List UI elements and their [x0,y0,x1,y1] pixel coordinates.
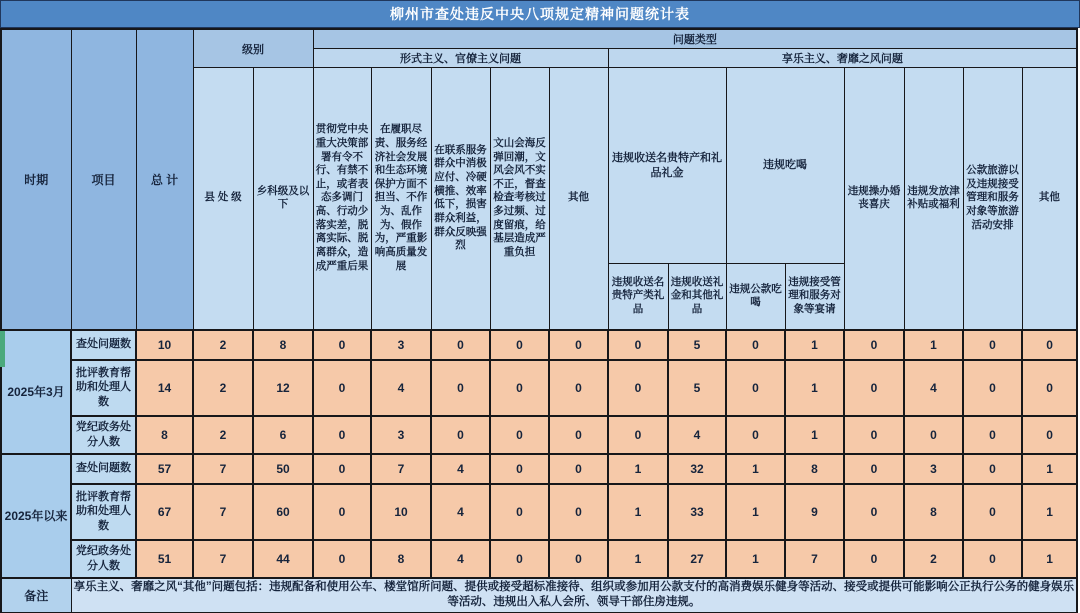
data-cell: 57 [136,454,193,484]
col-header-public-funds-dining: 违规公款吃喝 [726,264,785,330]
col-header-period: 时期 [1,29,71,330]
data-cell: 0 [844,484,904,540]
data-cell: 12 [253,360,313,416]
data-cell: 3 [371,330,431,360]
col-header-item: 项目 [71,29,136,330]
data-cell: 50 [253,454,313,484]
table-body [1,330,1077,578]
data-cell: 8 [371,540,431,578]
data-cell: 1 [726,540,785,578]
row-label: 查处问题数 [71,454,136,484]
data-cell: 1 [608,454,668,484]
data-cell: 0 [1022,360,1077,416]
data-cell: 5 [668,360,726,416]
table-row [1,360,1077,416]
data-cell: 0 [490,416,549,454]
table-row [1,454,1077,484]
row-label: 党纪政务处分人数 [71,540,136,578]
data-cell: 0 [313,330,371,360]
data-cell: 0 [963,330,1022,360]
remark-text: 享乐主义、奢靡之风“其他”问题包括：违规配备和使用公车、楼堂馆所问题、提供或接受超标准接待、组织或参加用公款支付的高消费娱乐健身等活动、接受或提供可能影响公正执行公务的健身娱乐等活动、违规出入私人会所、领导干部住房违规。 [71,578,1077,613]
data-cell: 0 [431,360,490,416]
data-cell: 2 [193,330,253,360]
data-cell: 4 [371,360,431,416]
data-cell: 0 [608,330,668,360]
data-cell: 0 [963,484,1022,540]
data-cell: 3 [904,454,963,484]
data-cell: 1 [726,454,785,484]
data-cell: 10 [136,330,193,360]
col-header-formalism-3: 在联系服务群众中消极应付、冷硬横推、效率低下，损害群众利益，群众反映强烈 [431,68,490,330]
table-header [1,29,1077,330]
data-cell: 0 [490,360,549,416]
data-cell: 0 [431,330,490,360]
data-cell: 67 [136,484,193,540]
data-cell: 8 [785,454,844,484]
data-cell: 0 [549,454,608,484]
data-cell: 0 [490,484,549,540]
col-header-formalism-1: 贯彻党中央重大决策部署有令不行、有禁不止，或者表态多调门高、行动少落实差，脱离实际、脱离群众，造成严重后果 [313,68,371,330]
table-row [1,416,1077,454]
data-cell: 1 [1022,540,1077,578]
data-cell: 0 [726,416,785,454]
data-cell: 0 [313,484,371,540]
col-group-level: 级别 [193,29,313,68]
data-cell: 44 [253,540,313,578]
data-cell: 60 [253,484,313,540]
remark-label: 备注 [1,578,71,613]
col-header-county-level: 县 处 级 [193,68,253,330]
data-cell: 7 [193,540,253,578]
col-header-weddings-funerals: 违规操办婚丧喜庆 [844,68,904,330]
data-cell: 4 [668,416,726,454]
data-cell: 0 [726,360,785,416]
data-cell: 1 [785,330,844,360]
col-group-hedonism: 享乐主义、奢靡之风问题 [608,49,1077,68]
data-cell: 1 [726,484,785,540]
data-cell: 1 [1022,484,1077,540]
data-cell: 4 [431,540,490,578]
data-cell: 0 [844,330,904,360]
data-cell: 0 [313,416,371,454]
green-edge-marker [0,331,5,367]
data-cell: 0 [490,454,549,484]
data-cell: 32 [668,454,726,484]
data-cell: 0 [963,454,1022,484]
row-label: 查处问题数 [71,330,136,360]
data-cell: 4 [904,360,963,416]
data-cell: 2 [193,360,253,416]
data-cell: 0 [963,360,1022,416]
data-cell: 27 [668,540,726,578]
period-label: 2025年3月 [1,330,71,454]
data-cell: 0 [904,416,963,454]
data-cell: 7 [193,454,253,484]
period-label: 2025年以来 [1,454,71,578]
data-cell: 0 [313,360,371,416]
data-cell: 51 [136,540,193,578]
col-group-dining: 违规吃喝 [726,68,844,264]
data-cell: 0 [608,416,668,454]
data-cell: 0 [844,416,904,454]
col-header-banquet-invitations: 违规接受管理和服务对象等宴请 [785,264,844,330]
data-cell: 0 [844,540,904,578]
data-cell: 1 [1022,454,1077,484]
data-cell: 3 [371,416,431,454]
data-cell: 0 [490,330,549,360]
col-header-formalism-other: 其他 [549,68,608,330]
col-header-allowances: 违规发放津补贴或福利 [904,68,963,330]
col-group-formalism: 形式主义、官僚主义问题 [313,49,608,68]
data-cell: 0 [490,540,549,578]
data-cell: 0 [844,454,904,484]
col-header-public-funded-travel: 公款旅游以及违规接受管理和服务对象等旅游活动安排 [963,68,1022,330]
col-header-hedonism-other: 其他 [1022,68,1077,330]
col-header-formalism-2: 在履职尽责、服务经济社会发展和生态环境保护方面不担当、不作为、乱作为、假作为，严重影响高质量发展 [371,68,431,330]
col-header-formalism-4: 文山会海反弹回潮，文风会风不实不正，督查检查考核过多过频、过度留痕，给基层造成严重负担 [490,68,549,330]
data-cell: 14 [136,360,193,416]
data-cell: 7 [193,484,253,540]
data-cell: 1 [785,360,844,416]
data-cell: 8 [904,484,963,540]
remark-row [1,578,1077,613]
data-cell: 0 [844,360,904,416]
table-footer [1,578,1077,613]
data-cell: 8 [253,330,313,360]
data-cell: 9 [785,484,844,540]
data-cell: 1 [608,484,668,540]
data-cell: 33 [668,484,726,540]
data-cell: 0 [608,360,668,416]
data-cell: 2 [193,416,253,454]
data-cell: 10 [371,484,431,540]
header-row-1 [1,29,1077,49]
data-cell: 7 [785,540,844,578]
data-cell: 0 [963,416,1022,454]
data-cell: 1 [785,416,844,454]
data-cell: 8 [136,416,193,454]
data-cell: 0 [549,416,608,454]
data-cell: 6 [253,416,313,454]
col-header-total: 总 计 [136,29,193,330]
data-cell: 0 [431,416,490,454]
data-cell: 0 [1022,416,1077,454]
data-cell: 0 [963,540,1022,578]
table-row [1,540,1077,578]
data-cell: 0 [549,330,608,360]
data-cell: 1 [608,540,668,578]
row-label: 批评教育帮助和处理人数 [71,360,136,416]
col-header-township-level: 乡科级及以下 [253,68,313,330]
data-cell: 0 [313,540,371,578]
statistics-table [0,28,1078,613]
data-cell: 0 [1022,330,1077,360]
col-header-specialty-gifts: 违规收送名贵特产类礼品 [608,264,668,330]
col-header-cash-gifts: 违规收送礼金和其他礼品 [668,264,726,330]
data-cell: 4 [431,484,490,540]
col-group-gifts: 违规收送名贵特产和礼品礼金 [608,68,726,264]
col-group-problem-type: 问题类型 [313,29,1077,49]
data-cell: 4 [431,454,490,484]
data-cell: 7 [371,454,431,484]
data-cell: 0 [549,360,608,416]
row-label: 党纪政务处分人数 [71,416,136,454]
table-row [1,484,1077,540]
data-cell: 1 [904,330,963,360]
data-cell: 0 [726,330,785,360]
data-cell: 2 [904,540,963,578]
row-label: 批评教育帮助和处理人数 [71,484,136,540]
data-cell: 0 [549,540,608,578]
table-title: 柳州市查处违反中央八项规定精神问题统计表 [0,0,1080,28]
data-cell: 0 [549,484,608,540]
table-row [1,330,1077,360]
data-cell: 0 [313,454,371,484]
data-cell: 5 [668,330,726,360]
